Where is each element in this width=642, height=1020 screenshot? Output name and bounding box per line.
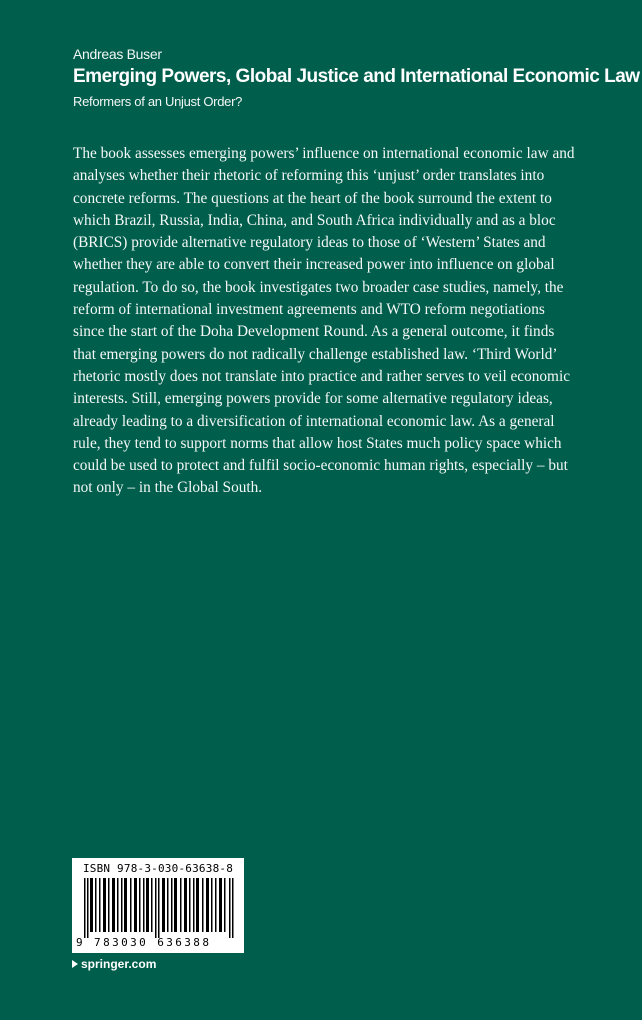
author-name: Andreas Buser (73, 46, 162, 62)
book-subtitle: Reformers of an Unjust Order? (73, 94, 243, 109)
book-description: The book assesses emerging powers’ influence on international economic law and analyses whether their rhetoric of reforming this ‘unjust’ order translates into concrete reforms. The questions at the heart of the book surround the extent to which Brazil, Russia, India, China, and South Africa individually and as a bloc (BRICS) provide alternative regulatory ideas to those of ‘Western’ States and whether they are able to convert their increased power into influence on global regulation. To do so, the book investigates two broader case studies, namely, the reform of international investment agreements and WTO reform negotiations since the start of the Doha Development Round. As a general outcome, it finds that emerging powers do not radically challenge established law. ‘Third World’ rhetoric mostly does not translate into practice and rather serves to veil economic interests. Still, emerging powers provide for some alternative regulatory ideas, already leading to a diversification of international economic law. As a general rule, they tend to support norms that allow host States much policy space which could be used to protect and fulfil socio-economic human rights, especially – but not only – in the Global South. (73, 145, 575, 497)
barcode-bars-icon (84, 878, 236, 938)
isbn-label: ISBN 978-3-030-63638-8 (82, 862, 234, 875)
arrow-right-icon (72, 960, 78, 968)
book-title: Emerging Powers, Global Justice and International Economic Law (73, 66, 640, 87)
springer-link[interactable] (72, 957, 156, 971)
isbn-barcode (72, 858, 244, 953)
barcode-digits: 9 783030 636388 (76, 936, 212, 949)
springer-link-text: springer.com (81, 957, 157, 971)
